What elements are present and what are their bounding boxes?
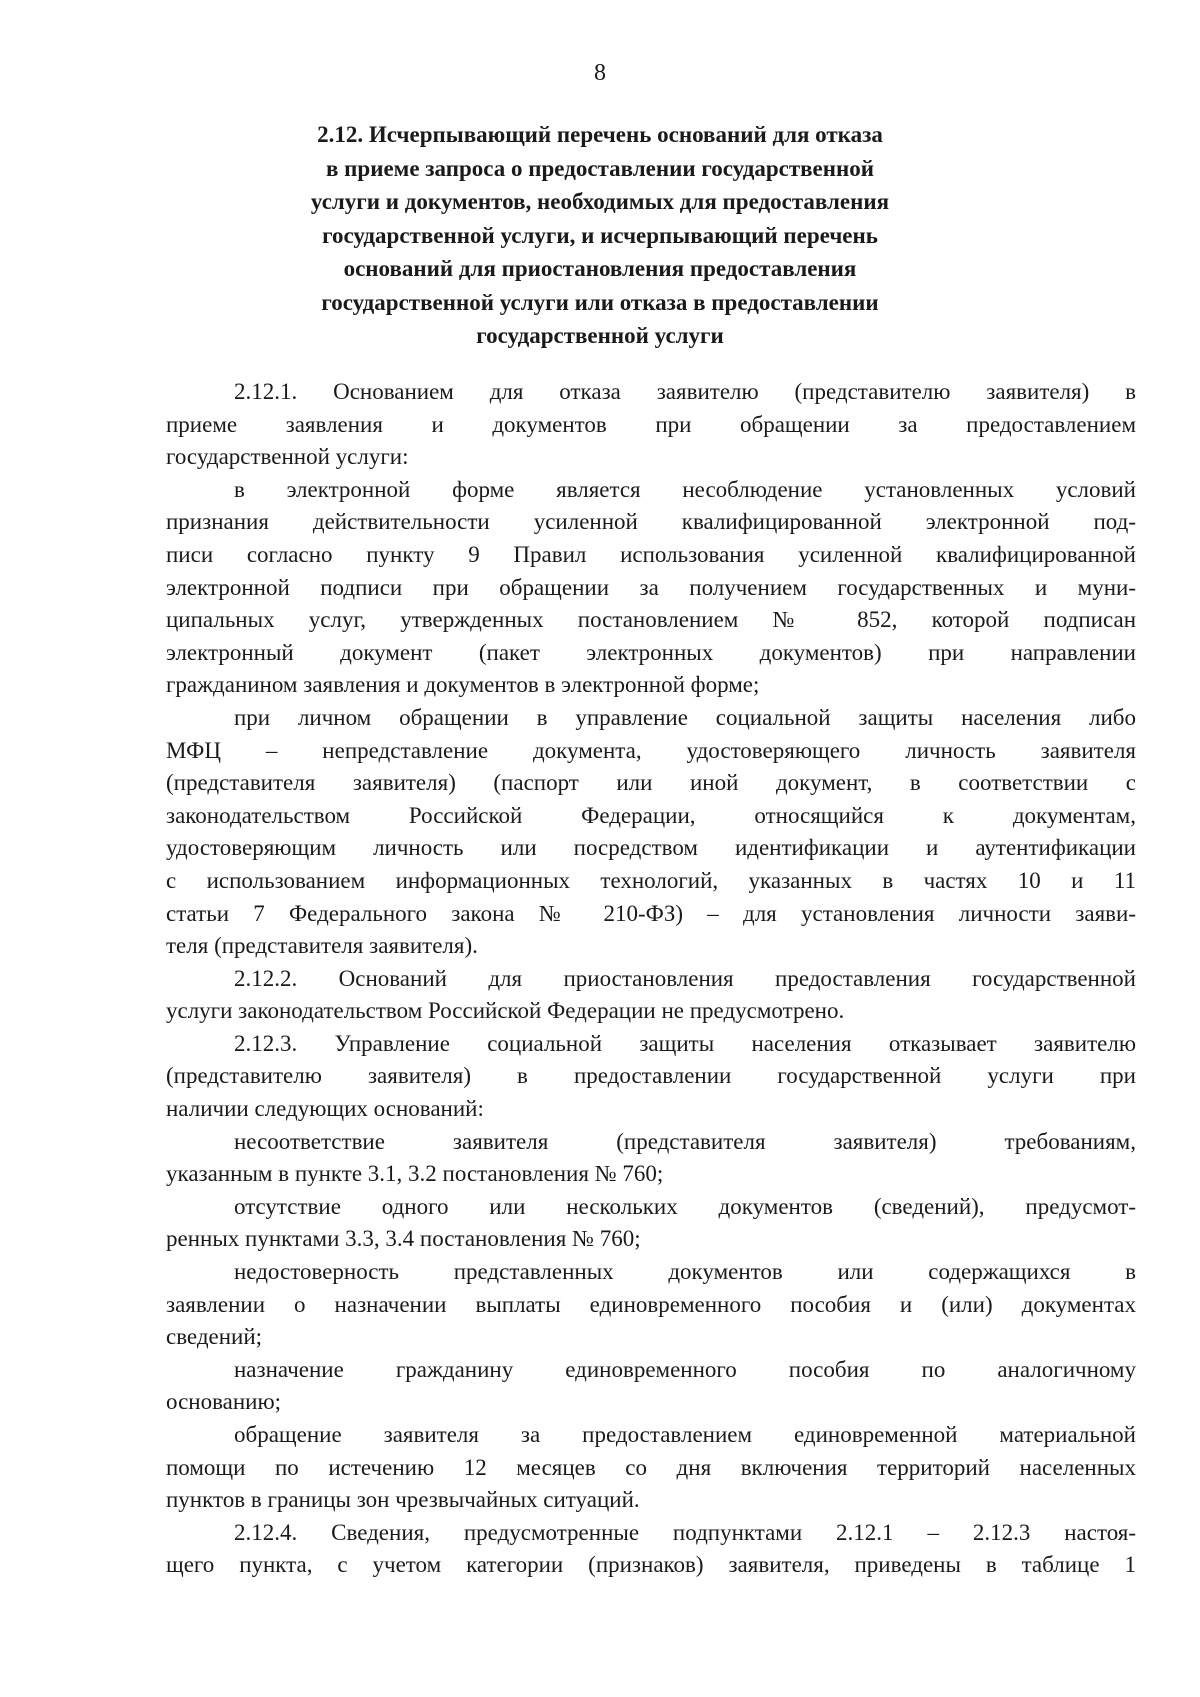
paragraph — [166, 963, 1136, 1028]
paragraph-line: недостоверность представленных документов или содержащихся в — [234, 1259, 1136, 1285]
paragraph-line: 2.12.2. Оснований для приостановления предоставления государственной — [234, 965, 1136, 991]
paragraph-line: несоответствие заявителя (представителя заявителя) требованиям, — [234, 1128, 1136, 1154]
heading-line: услуги и документов, необходимых для предоставления — [310, 189, 890, 214]
paragraph-line: законодательством Российской Федерации, относящийся к документам, — [166, 802, 1136, 828]
paragraph-line: основанию; — [166, 1389, 282, 1415]
paragraph-line: 2.12.3. Управление социальной защиты населения отказывает заявителю — [234, 1030, 1136, 1056]
paragraph-line: (представителю заявителя) в предоставлении государственной услуги при — [166, 1063, 1136, 1089]
paragraph-line: удостоверяющим личность или посредством идентификации и аутентификации — [166, 835, 1136, 861]
paragraph-line: сведений; — [166, 1324, 263, 1350]
paragraph — [166, 702, 1136, 963]
body-text — [166, 376, 1136, 1582]
paragraph-line: назначение гражданину единовременного пособия по аналогичному — [234, 1356, 1136, 1382]
paragraph — [166, 1028, 1136, 1126]
paragraph-line: наличии следующих оснований: — [166, 1096, 484, 1122]
paragraph-line: помощи по истечению 12 месяцев со дня включения территорий населенных — [166, 1454, 1136, 1480]
paragraph-line: (представителя заявителя) (паспорт или иной документ, в соответствии с — [166, 770, 1136, 796]
paragraph-line: при личном обращении в управление социальной защиты населения либо — [234, 704, 1136, 730]
paragraph-line: отсутствие одного или нескольких документов (сведений), предусмот- — [234, 1193, 1136, 1219]
heading-line: государственной услуги — [476, 323, 724, 348]
paragraph — [166, 1517, 1136, 1582]
paragraph-line: 2.12.4. Сведения, предусмотренные подпунктами 2.12.1 – 2.12.3 настоя- — [234, 1519, 1136, 1545]
paragraph-line: государственной услуги: — [166, 444, 409, 470]
heading-line: оснований для приостановления предоставления — [343, 256, 857, 281]
heading-line: государственной услуги или отказа в предоставлении — [321, 289, 879, 315]
paragraph-line: электронный документ (пакет электронных документов) при направлении — [166, 639, 1136, 665]
paragraph-line: МФЦ – непредставление документа, удостоверяющего личность заявителя — [166, 737, 1136, 763]
paragraph — [166, 1419, 1136, 1517]
paragraph-line: приеме заявления и документов при обращении за предоставлением — [166, 411, 1136, 437]
paragraph-line: ренных пунктами 3.3, 3.4 постановления № 760; — [166, 1226, 641, 1252]
paragraph — [166, 376, 1136, 474]
paragraph-line: теля (представителя заявителя). — [166, 933, 478, 959]
heading-line: государственной услуги, и исчерпывающий перечень — [322, 222, 878, 248]
paragraph-line: электронной подписи при обращении за получением государственных и муни- — [166, 574, 1136, 600]
heading-line: 2.12. Исчерпывающий перечень оснований для отказа — [317, 122, 883, 147]
paragraph-line: щего пункта, с учетом категории (признаков) заявителя, приведены в таблице 1 — [166, 1552, 1136, 1578]
paragraph-line: пунктов в границы зон чрезвычайных ситуаций. — [166, 1487, 640, 1513]
page-number: 8 — [594, 60, 606, 86]
paragraph-line: заявлении о назначении выплаты единовременного пособия и (или) документах — [166, 1291, 1136, 1317]
paragraph-line: писи согласно пункту 9 Правил использования усиленной квалифицированной — [166, 541, 1136, 567]
paragraph-line: гражданином заявления и документов в электронной форме; — [166, 672, 760, 698]
heading-line: в приеме запроса о предоставлении государственной — [325, 155, 875, 181]
section-heading — [240, 118, 960, 353]
paragraph — [166, 1126, 1136, 1191]
paragraph-line: в электронной форме является несоблюдение установленных условий — [234, 476, 1136, 502]
paragraph — [166, 1191, 1136, 1256]
paragraph — [166, 474, 1136, 702]
paragraph-line: обращение заявителя за предоставлением единовременной материальной — [234, 1422, 1136, 1447]
paragraph-line: с использованием информационных технологий, указанных в частях 10 и 11 — [166, 867, 1136, 893]
paragraph — [166, 1354, 1136, 1419]
paragraph-line: указанным в пункте 3.1, 3.2 постановления № 760; — [166, 1161, 664, 1187]
paragraph-line: услуги законодательством Российской Федерации не предусмотрено. — [166, 998, 845, 1024]
paragraph-line: ципальных услуг, утвержденных постановлением № 852, которой подписан — [166, 607, 1136, 633]
paragraph-line: статьи 7 Федерального закона № 210-ФЗ) – для установления личности заяви- — [166, 900, 1136, 926]
paragraph-line: 2.12.1. Основанием для отказа заявителю (представителю заявителя) в — [234, 379, 1136, 404]
paragraph-line: признания действительности усиленной квалифицированной электронной под- — [166, 509, 1136, 535]
paragraph — [166, 1256, 1136, 1354]
